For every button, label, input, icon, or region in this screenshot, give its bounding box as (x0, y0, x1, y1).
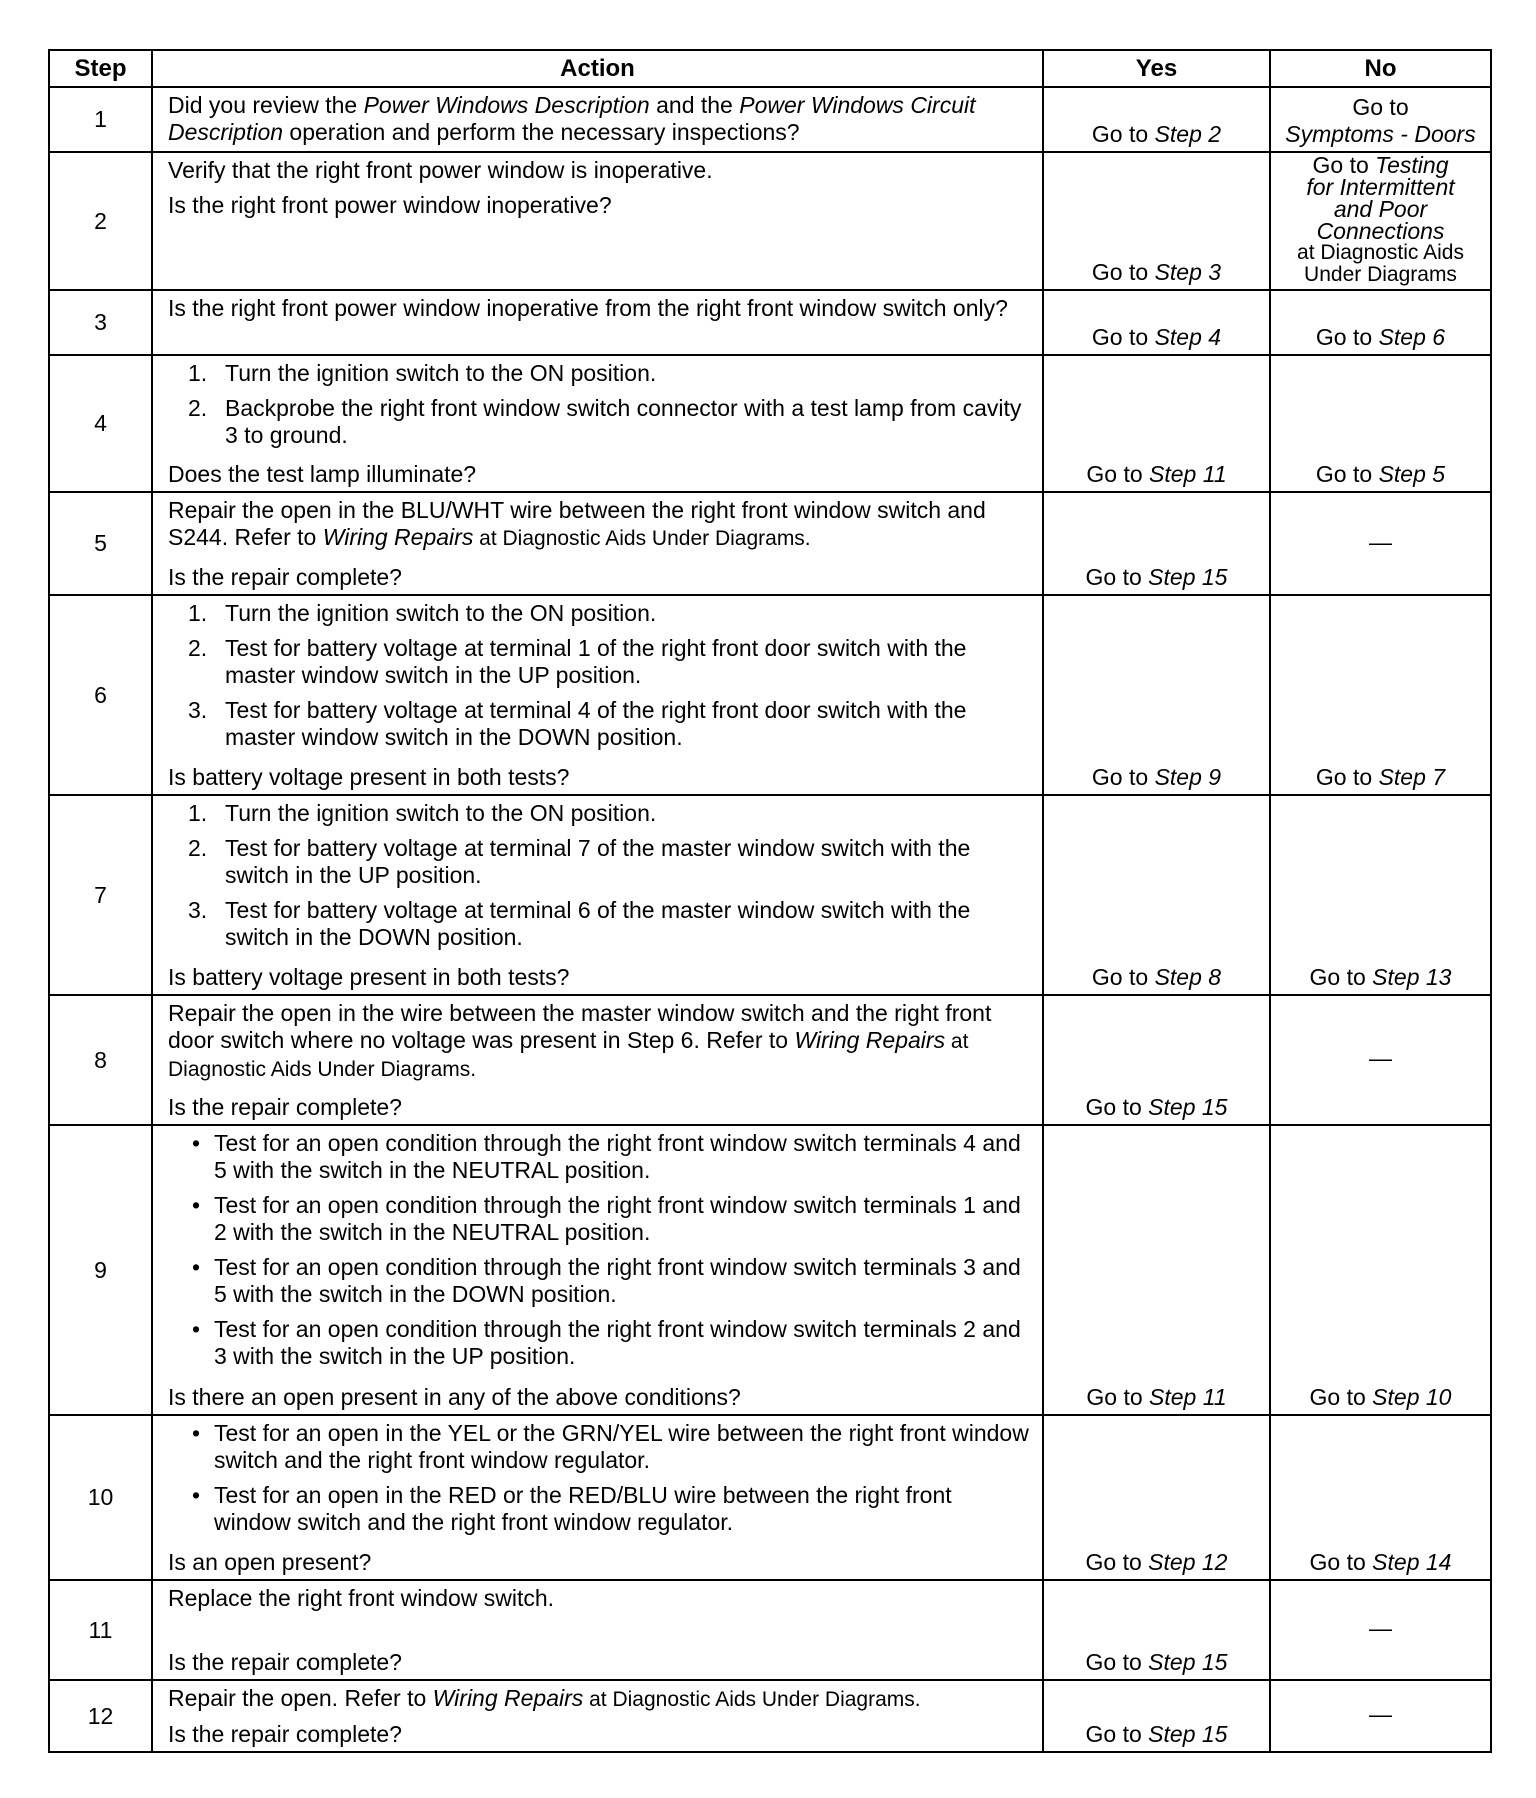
list-item: 2. Backprobe the right front window switch connector with a test lamp from cavity 3 to ground. (188, 395, 1022, 448)
header-step: Step (49, 50, 152, 87)
yes-cell: Go to Step 3 (1043, 152, 1270, 290)
table-row (49, 1415, 1491, 1580)
action-text: Replace the right front window switch. (168, 1585, 555, 1611)
step-number: 3 (49, 290, 152, 355)
no-cell: Go to Step 14 (1270, 1415, 1491, 1580)
list-item: 2. Test for battery voltage at terminal 1 of the right front door switch with the master window switch in the UP position. (188, 635, 967, 688)
step-number: 9 (49, 1125, 152, 1415)
action-cell (152, 87, 1043, 152)
action-question: Is the repair complete? (168, 564, 402, 590)
action-question: Is battery voltage present in both tests? (168, 964, 570, 990)
header-yes: Yes (1043, 50, 1270, 87)
action-question: Is battery voltage present in both tests? (168, 764, 570, 790)
table-row (49, 87, 1491, 152)
no-cell: Go to Testing for Intermittent and Poor Connections at Diagnostic Aids Under Diagrams (1270, 152, 1491, 290)
action-cell (152, 1415, 1043, 1580)
no-cell: — (1270, 1580, 1491, 1680)
list-item: • Test for an open condition through the right front window switch terminals 1 and 2 with the switch in the NEUTRAL position. (192, 1192, 1021, 1245)
yes-cell: Go to Step 15 (1043, 995, 1270, 1125)
step-number: 4 (49, 355, 152, 492)
table-row (49, 995, 1491, 1125)
list-item: • Test for an open in the RED or the RED/BLU wire between the right front window switch and the right front window regulator. (192, 1482, 952, 1535)
action-question: Is the right front power window inoperative from the right front window switch only? (168, 295, 1008, 321)
list-item: • Test for an open in the YEL or the GRN/YEL wire between the right front window switch and the right front window regulator. (192, 1420, 1029, 1473)
action-question: Is there an open present in any of the above conditions? (168, 1384, 741, 1410)
yes-cell: Go to Step 15 (1043, 492, 1270, 595)
table-row (49, 1580, 1491, 1680)
list-item: 1. Turn the ignition switch to the ON position. (188, 800, 657, 826)
action-question: Does the test lamp illuminate? (168, 461, 477, 487)
no-cell: — (1270, 1680, 1491, 1752)
list-item: 3. Test for battery voltage at terminal 6 of the master window switch with the switch in the DOWN position. (188, 897, 971, 950)
action-cell (152, 290, 1043, 355)
action-cell (152, 1125, 1043, 1415)
list-item: 2. Test for battery voltage at terminal 7 of the master window switch with the switch in the UP position. (188, 835, 971, 888)
yes-cell: Go to Step 9 (1043, 595, 1270, 795)
table-row (49, 152, 1491, 290)
step-number: 11 (49, 1580, 152, 1680)
yes-cell: Go to Step 8 (1043, 795, 1270, 995)
action-cell (152, 1680, 1043, 1752)
step-number: 1 (49, 87, 152, 152)
no-cell: Go to Step 7 (1270, 595, 1491, 795)
step-number: 2 (49, 152, 152, 290)
list-item: • Test for an open condition through the right front window switch terminals 4 and 5 with the switch in the NEUTRAL position. (192, 1130, 1021, 1183)
step-number: 6 (49, 595, 152, 795)
action-text: Verify that the right front power window is inoperative. (168, 157, 713, 183)
table-row (49, 492, 1491, 595)
action-text: Repair the open. Refer to Wiring Repairs at Diagnostic Aids Under Diagrams. (168, 1685, 921, 1711)
yes-cell: Go to Step 11 (1043, 355, 1270, 492)
list-item: 1. Turn the ignition switch to the ON position. (188, 600, 657, 626)
step-number: 10 (49, 1415, 152, 1580)
step-number: 5 (49, 492, 152, 595)
no-cell: Go to Step 13 (1270, 795, 1491, 995)
action-question: Is the right front power window inoperative? (168, 192, 612, 218)
action-cell (152, 492, 1043, 595)
diagnostic-table (48, 49, 1492, 1753)
header-row (49, 50, 1491, 87)
table-row (49, 290, 1491, 355)
header-action: Action (152, 50, 1043, 87)
no-cell: Go to Step 10 (1270, 1125, 1491, 1415)
action-cell (152, 595, 1043, 795)
step-number: 7 (49, 795, 152, 995)
table-row (49, 1125, 1491, 1415)
action-text: Repair the open in the wire between the master window switch and the right front door switch where no voltage was present in Step 6. Refer to Wiring Repairs at Diagnostic Aids Under Diagrams. (168, 1000, 992, 1081)
action-question: Is the repair complete? (168, 1721, 402, 1747)
yes-cell: Go to Step 4 (1043, 290, 1270, 355)
no-cell: Go to Symptoms - Doors (1270, 87, 1491, 152)
action-cell (152, 795, 1043, 995)
yes-cell: Go to Step 15 (1043, 1580, 1270, 1680)
action-text: Repair the open in the BLU/WHT wire between the right front window switch and S244. Refer to Wiring Repairs at Diagnostic Aids Under Diagrams. (168, 497, 986, 550)
action-cell (152, 355, 1043, 492)
table-row (49, 795, 1491, 995)
yes-cell: Go to Step 2 (1043, 87, 1270, 152)
action-text: Did you review the Power Windows Description and the Power Windows Circuit Description operation and perform the necessary inspections? (168, 92, 976, 145)
header-no: No (1270, 50, 1491, 87)
yes-cell: Go to Step 12 (1043, 1415, 1270, 1580)
list-item: 3. Test for battery voltage at terminal 4 of the right front door switch with the master window switch in the DOWN position. (188, 697, 967, 750)
table-row (49, 1680, 1491, 1752)
list-item: 1. Turn the ignition switch to the ON position. (188, 360, 657, 386)
step-number: 8 (49, 995, 152, 1125)
action-question: Is an open present? (168, 1549, 372, 1575)
action-cell (152, 995, 1043, 1125)
list-item: • Test for an open condition through the right front window switch terminals 3 and 5 with the switch in the DOWN position. (192, 1254, 1021, 1307)
action-cell (152, 152, 1043, 290)
yes-cell: Go to Step 11 (1043, 1125, 1270, 1415)
list-item: • Test for an open condition through the right front window switch terminals 2 and 3 with the switch in the UP position. (192, 1316, 1021, 1369)
no-cell: — (1270, 995, 1491, 1125)
no-cell: Go to Step 6 (1270, 290, 1491, 355)
table-row (49, 595, 1491, 795)
table-row (49, 355, 1491, 492)
step-number: 12 (49, 1680, 152, 1752)
no-cell: — (1270, 492, 1491, 595)
yes-cell: Go to Step 15 (1043, 1680, 1270, 1752)
no-cell: Go to Step 5 (1270, 355, 1491, 492)
action-question: Is the repair complete? (168, 1649, 402, 1675)
action-cell (152, 1580, 1043, 1680)
action-question: Is the repair complete? (168, 1094, 402, 1120)
